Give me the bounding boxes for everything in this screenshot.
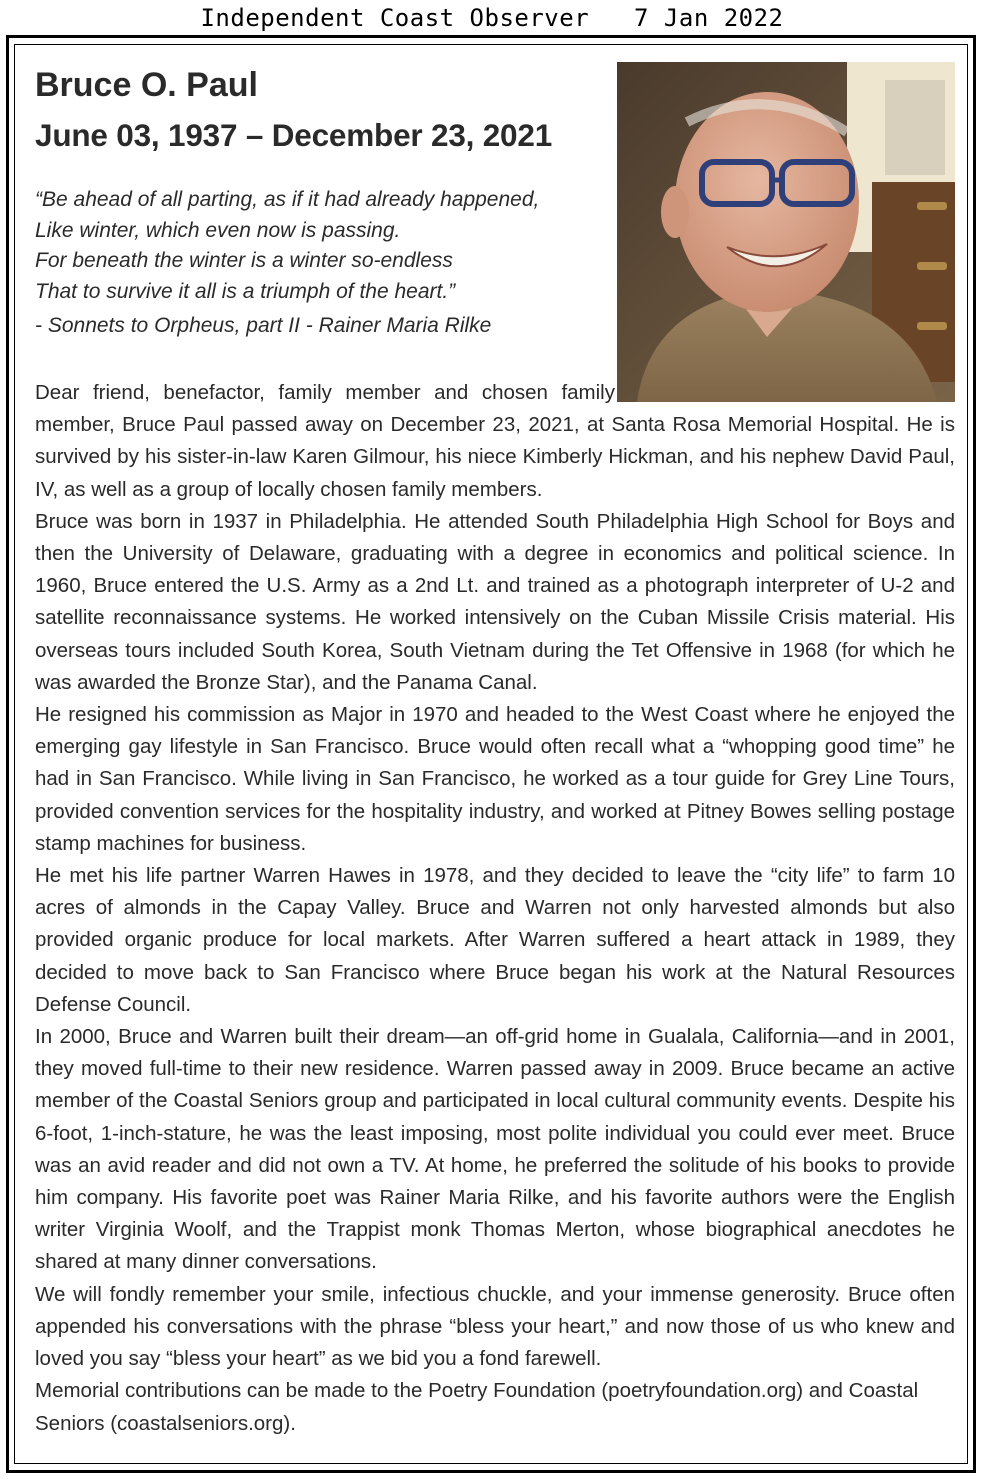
- poem-line: For beneath the winter is a winter so-endless: [35, 249, 453, 272]
- body-paragraph: Dear friend, benefactor, family member and chosen family member, Bruce Paul passed away on December 23, 2021, at Santa Rosa Memorial Hospital. He is survived by his sister-in-law Karen Gilmour, his niece Kimberly Hickman, and his nephew David Paul, IV, as well as a group of locally chosen family members.: [35, 381, 955, 501]
- epigraph-poem: [35, 185, 605, 307]
- body-paragraph: In 2000, Bruce and Warren built their dream—an off-grid home in Gualala, California—and in 2001, they moved full-time to their new residence. Warren passed away in 2009. Bruce became an active member of the Coastal Seniors group and participated in local cultural community events. Despite his 6-foot, 1-inch-stature, he was the least imposing, most polite individual you could ever meet. Bruce was an avid reader and did not own a TV. At home, he preferred the solitude of his books to provide him company. His favorite poet was Rainer Maria Rilke, and his favorite authors were the English writer Virginia Woolf, and the Trappist monk Thomas Merton, whose biographical anecdotes he shared at many dinner conversations.: [35, 1025, 955, 1274]
- poem-attribution: - Sonnets to Orpheus, part II - Rainer Maria Rilke: [35, 314, 492, 337]
- portrait-photo: [617, 62, 955, 402]
- body-paragraph: He resigned his commission as Major in 1970 and headed to the West Coast where he enjoyed the emerging gay lifestyle in San Francisco. Bruce would often recall what a “whopping good time” he had in San Francisco. While living in San Francisco, he worked as a tour guide for Grey Line Tours, provided convention services for the hospitality industry, and worked at Pitney Bowes selling postage stamp machines for business.: [35, 703, 955, 855]
- life-dates: June 03, 1937 – December 23, 2021: [35, 117, 553, 153]
- body-paragraph: He met his life partner Warren Hawes in 1978, and they decided to leave the “city life” to farm 10 acres of almonds in the Capay Valley. Bruce and Warren not only harvested almonds but also provided organic produce for local markets. After Warren suffered a heart attack in 1989, they decided to move back to San Francisco where Bruce began his work at the Natural Resources Defense Council.: [35, 864, 955, 1016]
- body-paragraph: Bruce was born in 1937 in Philadelphia. He attended South Philadelphia High School for Boys and then the University of Delaware, graduating with a degree in economics and political science. In 1960, Bruce entered the U.S. Army as a 2nd Lt. and trained as a photograph interpreter of U-2 and satellite reconnaissance systems. He worked intensively on the Cuban Missile Crisis material. His overseas tours included South Korea, South Vietnam during the Tet Offensive in 1968 (for which he was awarded the Bronze Star), and the Panama Canal.: [35, 509, 955, 694]
- body-paragraph: We will fondly remember your smile, infectious chuckle, and your immense generosity. Bruce often appended his conversations with the phrase “bless your heart,” and now those of us who knew and loved you say “bless your heart” as we bid you a fond farewell.: [35, 1282, 955, 1371]
- masthead: [0, 4, 984, 34]
- obituary-body: [35, 377, 955, 1440]
- poem-line: That to survive it all is a triumph of the heart.”: [35, 279, 456, 303]
- memorial-contributions: Memorial contributions can be made to the Poetry Foundation (poetryfoundation.org) and Coastal Seniors (coastalseniors.org).: [35, 1379, 919, 1435]
- poem-line: “Be ahead of all parting, as if it had already happened,: [35, 188, 540, 211]
- poem-line: Like winter, which even now is passing.: [35, 218, 401, 242]
- publication-date: 7 Jan 2022: [634, 4, 784, 32]
- deceased-name: Bruce O. Paul: [35, 66, 258, 104]
- publication-name: Independent Coast Observer: [200, 4, 590, 32]
